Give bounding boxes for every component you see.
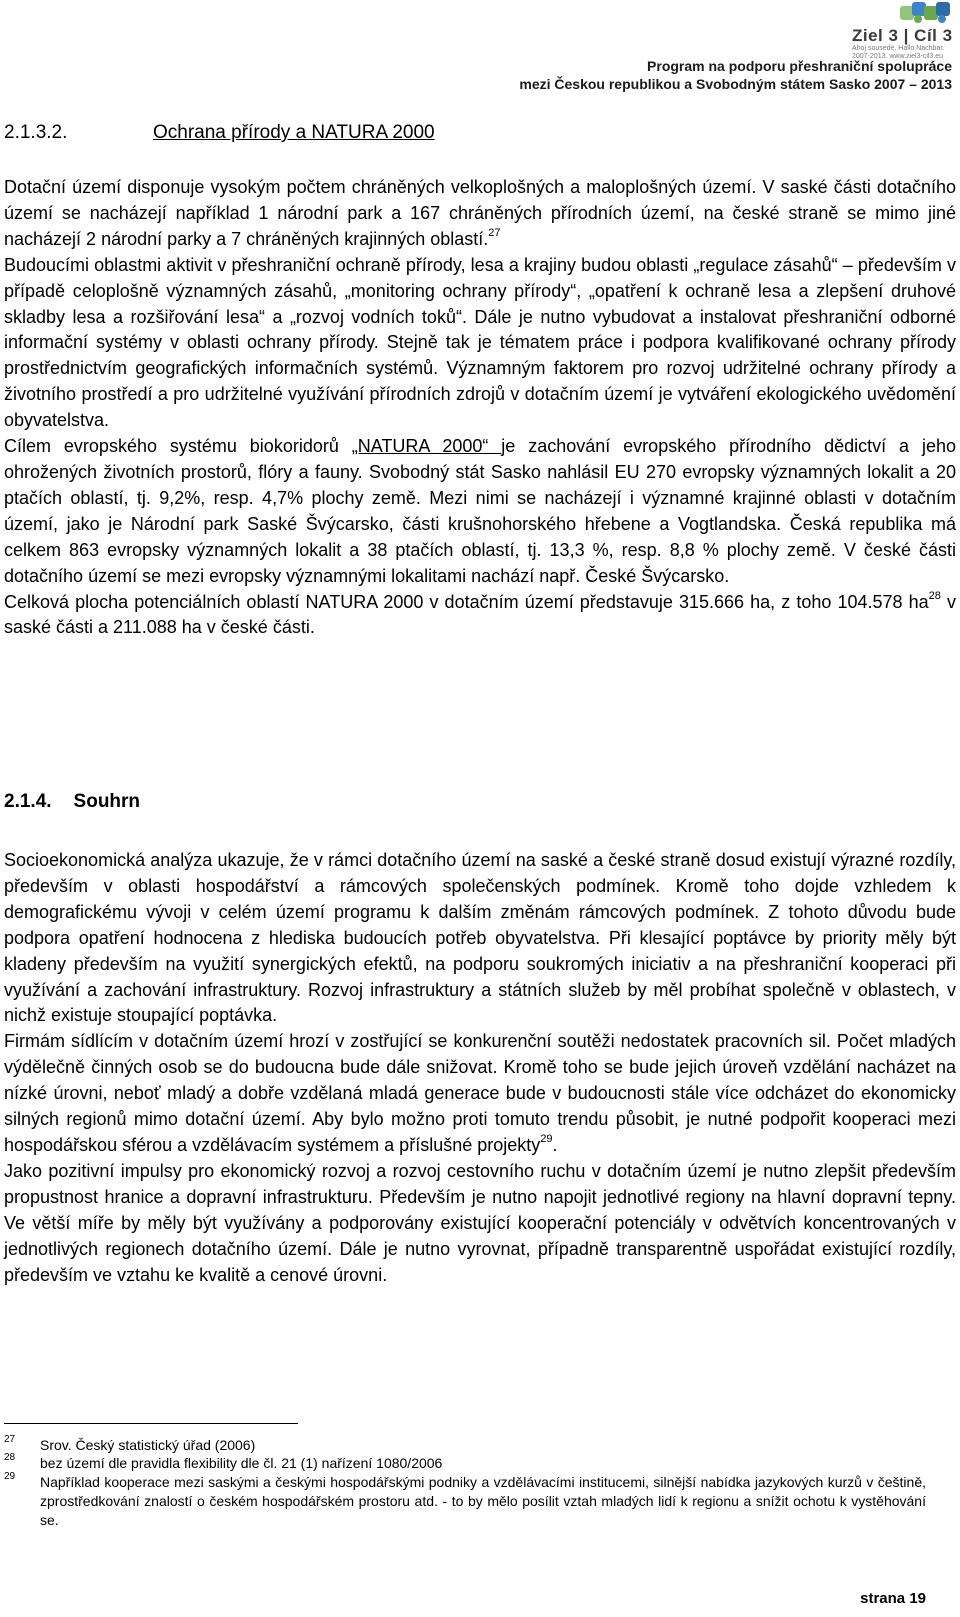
page-number: strana 19 [860,1590,926,1607]
paragraph: Cílem evropského systému biokoridorů „NATURA 2000“ je zachování evropského přírodního dědictví a jeho ohrožených životních prostorů, flóry a fauny. Svobodný stát Sasko nahlásil EU 270 evropsky významných lokalit a 20 ptačích oblastí, tj. 9,2%, resp. 4,7% plochy země. Mezi nimi se nacházejí i významné krajinné oblasti v dotačním území, jako je Národní park Saské Švýcarsko, části krušnohorského hřebene a Vogtlandska. Česká republika má celkem 863 evropsky významných lokalit a 38 ptačích oblastí, tj. 13,3 %, resp. 8,8 % plochy země. V české části dotačního území se mezi evropsky významnými lokalitami nachází např. České Švýcarsko. [4,436,956,586]
natura-link: „NATURA 2000“ [351,436,502,457]
logo-tagline: Ahoj sousede. Hallo Nachbar. [852,45,945,52]
summary-number: 2.1.4. [4,791,52,812]
footnote-ref[interactable]: 29 [540,1132,553,1145]
program-title-line2: mezi Českou republikou a Svobodným státem Sasko 2007 – 2013 [519,76,952,92]
footnote: 27 Srov. Český statistický úřad (2006) [4,1434,256,1453]
footnote-ref[interactable]: 27 [488,226,501,239]
summary-body [4,848,956,1288]
footnote-divider [4,1423,298,1424]
section-title: Ochrana přírody a NATURA 2000 [153,122,435,143]
section-body [4,175,956,641]
program-title-line1: Program na podporu přeshraniční spolupráce [647,58,952,74]
paragraph: Celková plocha potenciálních oblastí NATURA 2000 v dotačním území představuje 315.666 ha, z toho 104.578 $ha^{28}$ v saské části a 211.088 ha v české části. [4,589,956,638]
footnote: 29 Například kooperace mezi saskými a českými hospodářskými podniky a vzdělávacími institucemi, silnější nabídka jazykových kurzů v češtině, zprostředkování znalostí o českém hospodářském prostoru atd. - to by mělo posílit vztah mladých lidí k regionu a snížit ochotu k vystěhování se. [4,1471,926,1528]
summary-heading [4,791,140,813]
paragraph: Dotační území disponuje vysokým počtem chráněných velkoplošných a maloplošných území. V saské části dotačního území se nacházejí například 1 národní park a 167 chráněných přírodních území, na české straně se mimo jiné nacházejí 2 národní parky a 7 chráněných krajinných oblastí.$^{27}$ [4,177,956,249]
footnote-ref[interactable]: 28 [928,589,941,602]
paragraph: Socioekonomická analýza ukazuje, že v rámci dotačního území na saské a české straně dosud existují výrazné rozdíly, především v oblasti hospodářství a rámcových společenských podmínek. Kromě toho dojde vzhledem k demografickému vývoji v celém území programu k dalším změnám rámcových podmínek. Z tohoto důvodu bude podpora opatření hodnocena z hlediska budoucích potřeb obyvatelstva. Při klesající poptávce by priority měly být kladeny především na využití synergických efektů, na podporu soukromých iniciativ a na přeshraniční kooperaci při využívání a zachování infrastruktury. Rozvoj infrastruktury a státních služeb by měl probíhat společně v oblastech, v nichž existuje stoupající poptávka. [4,850,956,1026]
logo-url: 2007-2013. www.ziel3-cil3.eu [852,53,944,60]
footnote: 28 bez území dle pravidla flexibility dle čl. 21 (1) nařízení 1080/2006 [4,1452,443,1471]
paragraph: Firmám sídlícím v dotačním území hrozí v zostřující se konkurenční soutěži nedostatek pracovních sil. Počet mladých výdělečně činných osob se do budoucna bude dále snižovat. Kromě toho se bude jejich úroveň vzdělání nacházet na nízké úrovni, neboť mladý a dobře vzdělaná mladá generace bude v budoucnosti stále více odcházet do ekonomicky silných regionů mimo dotační území. Aby bylo možno proti tomuto trendu působit, je nutné podpořit kooperaci mezi hospodářskou sférou a vzdělávacím systémem a příslušné projekty$^{29}$. [4,1031,956,1155]
paragraph: Budoucími oblastmi aktivit v přeshraniční ochraně přírody, lesa a krajiny budou oblasti „regulace zásahů“ – především v případě celoplošně významných zásahů, „monitoring ochrany přírody“, „opatření k ochraně lesa a zlepšení druhové skladby lesa a rozšiřování lesa“ a „rozvoj vodních toků“. Dále je nutno vybudovat a instalovat přeshraniční odborné informační systémy v oblasti ochrany přírody. Stejně tak je tématem práce i podpora kvalifikované ochrany přírody prostřednictvím geografických informačních systémů. Významným faktorem pro rozvoj udržitelné ochrany přírody a životního prostředí a pro udržitelné využívání přírodních zdrojů v dotačním území je vytváření ekologického uvědomění obyvatelstva. [4,254,956,431]
summary-title: Souhrn [73,791,141,812]
logo-title: Ziel 3 | Cíl 3 [852,26,953,45]
paragraph: Jako pozitivní impulsy pro ekonomický rozvoj a rozvoj cestovního ruchu v dotačním území je nutno zlepšit především propustnost hranice a dopravní infrastrukturu. Především je nutno napojit jednotlivé regiony na hlavní dopravní tepny. Ve větší míře by měly být využívány a podporovány existující kooperační potenciály v odvětvích koncentrovaných v jednotlivých regionech dotačního území. Dále je nutno vyrovnat, případně transparentně uspořádat existující rozdíly, především ve vztahu ke kvalitě a cenové úrovni. [4,1160,956,1285]
section-number: 2.1.3.2. [4,122,68,143]
